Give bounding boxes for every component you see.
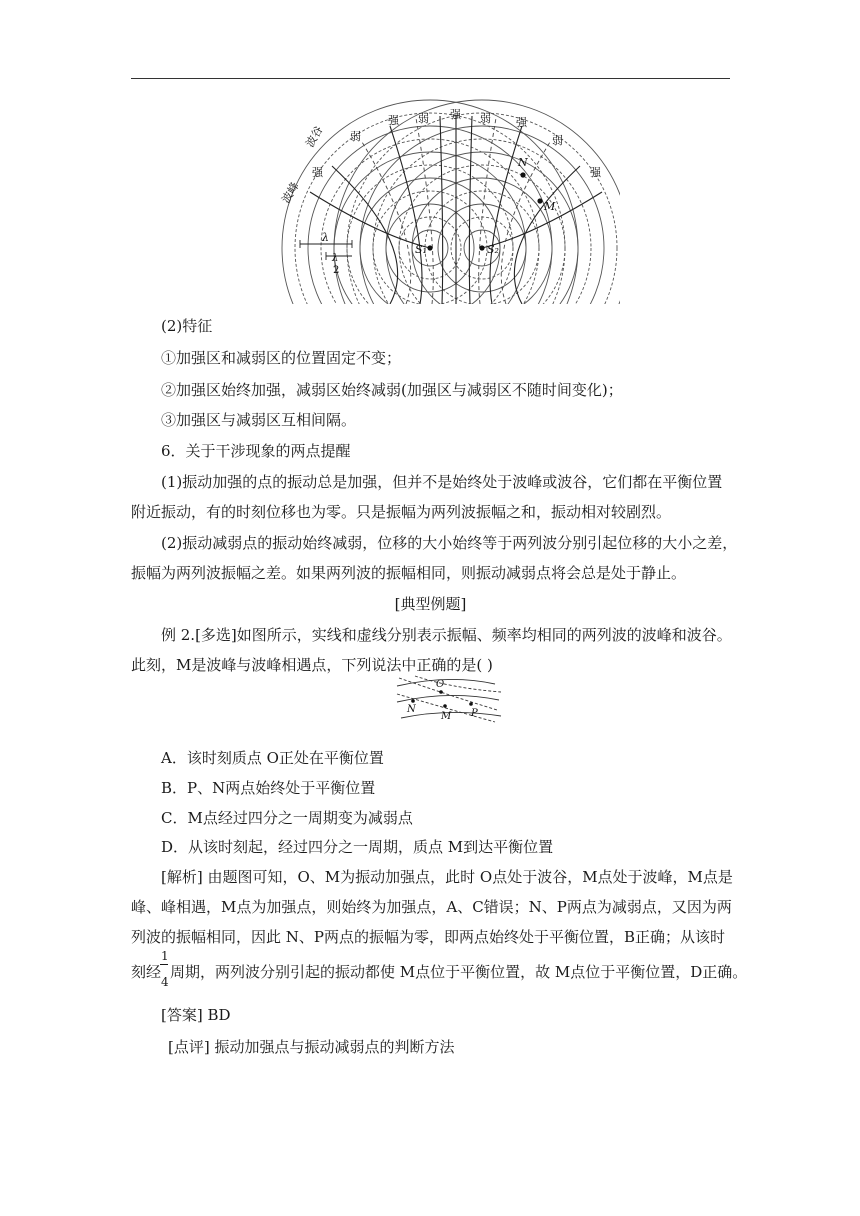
option-c: C．M点经过四分之一周期变为减弱点 <box>161 809 413 827</box>
analysis-line4-rest: 周期，两列波分别引起的振动都使 M点位于平衡位置，故 M点位于平衡位置，D正确。 <box>170 963 748 981</box>
interference-figure <box>270 96 620 308</box>
analysis-line2: 峰、峰相遇，M点为加强点，则始终为加强点，A、C错误；N、P两点为减弱点，又因为两 <box>131 898 732 916</box>
header-rule <box>131 78 730 79</box>
strong-label-5: 强 <box>590 166 601 179</box>
bogu-label: 波谷 <box>303 123 326 150</box>
s1-dot <box>427 245 432 250</box>
section6-p1-line2: 附近振动，有的时刻位移也为零。只是振幅为两列波振幅之和，振动相对较剧烈。 <box>131 503 672 521</box>
answer: [答案] BD <box>161 1006 231 1024</box>
section6-p2-line1: (2)振动减弱点的振动始终减弱，位移的大小始终等于两列波分别引起位移的大小之差， <box>161 534 738 552</box>
left-wave-circles <box>282 100 578 308</box>
m-point-label: M <box>441 711 452 722</box>
half-lambda-num: λ <box>332 253 339 264</box>
s2-dot <box>479 245 484 250</box>
half-lambda-den: 2 <box>333 265 340 276</box>
example2-line2: 此刻，M是波峰与波峰相遇点，下列说法中正确的是( ) <box>131 656 493 674</box>
weak-label-4: 弱 <box>552 134 563 147</box>
section6-title: 6．关于干涉现象的两点提醒 <box>161 442 351 460</box>
bofeng-label: 波峰 <box>279 179 302 206</box>
tezheng-item-2: ②加强区始终加强，减弱区始终减弱(加强区与减弱区不随时间变化)； <box>161 381 623 399</box>
m-dot <box>537 198 542 203</box>
strong-label-4: 强 <box>516 116 527 129</box>
lambda-label: λ <box>322 231 329 244</box>
tezheng-item-1: ①加强区和减弱区的位置固定不变； <box>161 349 402 367</box>
option-b: B．P、N两点始终处于平衡位置 <box>161 779 376 797</box>
tezheng-item-3: ③加强区与减弱区互相间隔。 <box>161 411 357 429</box>
analysis-line3: 列波的振幅相同，因此 N、P两点的振幅为零，即两点始终处于平衡位置，B正确；从该时 <box>131 928 726 946</box>
strong-label-2: 强 <box>388 114 399 127</box>
option-a: A．该时刻质点 O正处在平衡位置 <box>161 749 384 767</box>
s2-label: S₂ <box>487 243 499 256</box>
analysis-line4-prefix: 刻经 <box>131 963 162 981</box>
s1-label: S₁ <box>415 243 427 256</box>
o-label: O <box>436 679 445 690</box>
n-dot <box>520 172 525 177</box>
section6-p1-line1: (1)振动加强的点的振动总是加强，但并不是始终处于波峰或波谷，它们都在平衡位置 <box>161 473 723 491</box>
n-point-label: N <box>407 704 416 715</box>
weak-label-1: 弱 <box>350 130 361 143</box>
fraction-denominator: 4 <box>161 975 169 989</box>
example2-figure <box>395 672 503 724</box>
fraction-numerator: 1 <box>161 949 169 963</box>
example2-line1: 例 2.[多选]如图所示，实线和虚线分别表示振幅、频率均相同的两列波的波峰和波谷。 <box>161 626 732 644</box>
m-label: M <box>544 200 556 213</box>
option-d: D．从该时刻起，经过四分之一周期，质点 M到达平衡位置 <box>161 838 554 856</box>
analysis-line1: [解析] 由题图可知，O、M为振动加强点，此时 O点处于波谷，M点处于波峰，M点是 <box>161 868 733 886</box>
strong-label-3: 强 <box>450 108 461 121</box>
weak-label-2: 弱 <box>418 112 429 125</box>
tezheng-heading: (2)特征 <box>161 317 213 335</box>
weak-label-3: 弱 <box>480 112 491 125</box>
section6-p2-line2: 振幅为两列波振幅之差。如果两列波的振幅相同，则振动减弱点将会总是处于静止。 <box>131 564 687 582</box>
p-point-label: P <box>471 708 478 719</box>
n-label: N <box>518 156 528 169</box>
strong-label-1: 强 <box>312 166 323 179</box>
comment: [点评] 振动加强点与振动减弱点的判断方法 <box>168 1038 455 1056</box>
right-wave-circles <box>334 100 620 308</box>
fraction-bar <box>160 964 168 965</box>
example-heading: [典型例题] <box>394 595 467 613</box>
